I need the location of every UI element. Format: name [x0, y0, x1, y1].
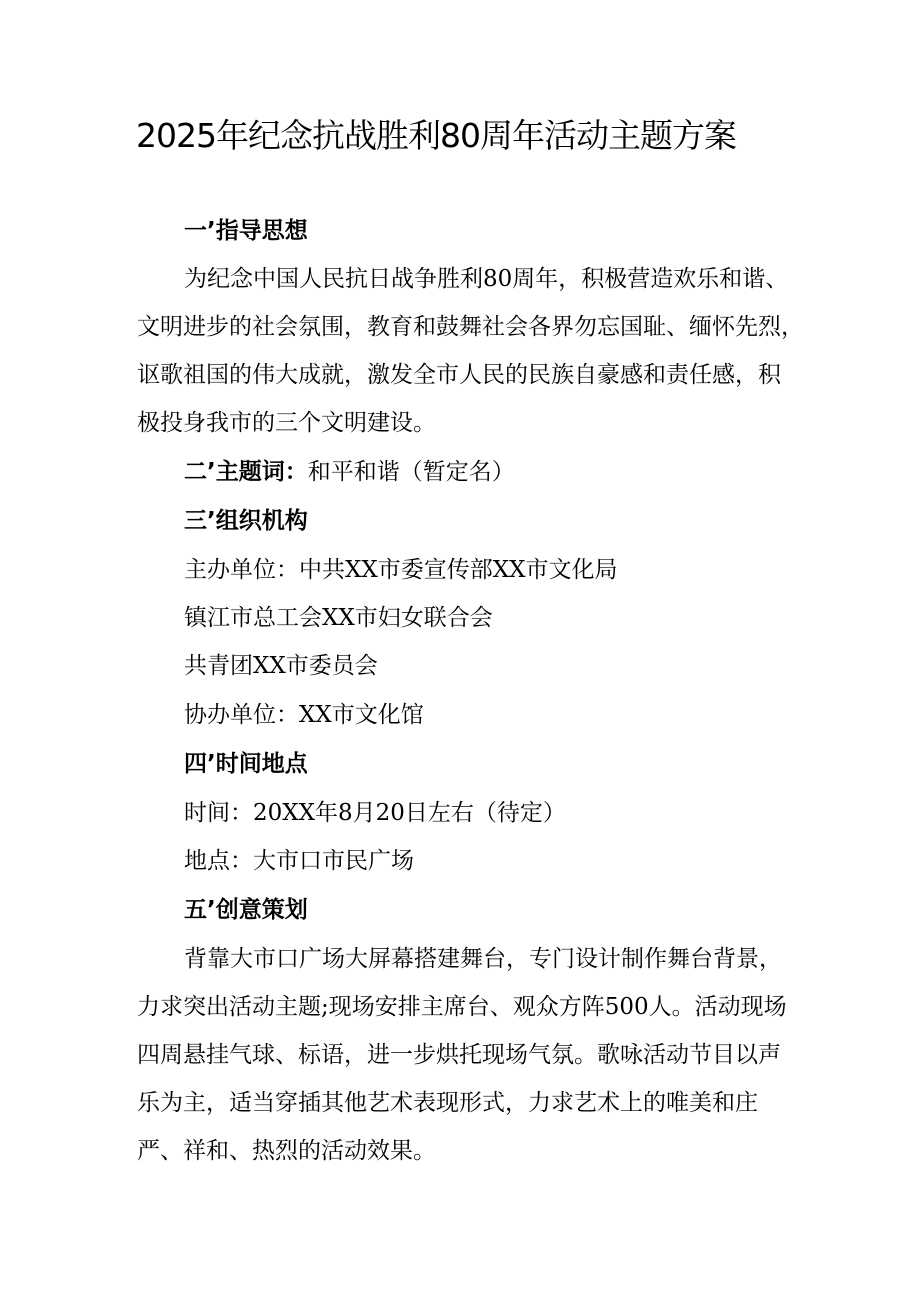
paragraph-line: 严、祥和、热烈的活动效果。: [137, 1138, 436, 1164]
section-heading-guiding-ideology: 一’指导思想: [184, 218, 308, 244]
paragraph-line: 主办单位：中共XX市委宣传部XX市文化局: [184, 557, 618, 583]
section-heading-theme: 二’主题词：: [184, 459, 308, 485]
paragraph-line: 极投身我市的三个文明建设。: [137, 410, 436, 436]
paragraph-line: 文明进步的社会氛围，教育和鼓舞社会各界勿忘国耻、缅怀先烈，: [137, 314, 804, 340]
paragraph-line: 时间：20XX年8月20日左右（待定）: [184, 800, 566, 826]
section-theme-line: [184, 456, 515, 488]
paragraph-line: 为纪念中国人民抗日战争胜利80周年，积极营造欢乐和谐、: [184, 266, 789, 292]
section-heading-time-place: 四’时间地点: [184, 751, 308, 777]
paragraph-line: 乐为主，适当穿插其他艺术表现形式，力求艺术上的唯美和庄: [137, 1090, 758, 1116]
paragraph-line: 共青团XX市委员会: [184, 653, 378, 679]
theme-value: 和平和谐（暂定名）: [307, 459, 515, 485]
section-heading-creative-plan: 五’创意策划: [184, 897, 308, 923]
paragraph-line: 四周悬挂气球、标语，进一步烘托现场气氛。歌咏活动节目以声: [137, 1042, 781, 1068]
paragraph-line: 讴歌祖国的伟大成就，激发全市人民的民族自豪感和责任感，积: [137, 362, 781, 388]
section-heading-organization: 三’组织机构: [184, 508, 308, 534]
paragraph-line: 背靠大市口广场大屏幕搭建舞台，专门设计制作舞台背景，: [184, 946, 782, 972]
paragraph-line: 镇江市总工会XX市妇女联合会: [184, 605, 493, 631]
paragraph-line: 协办单位：XX市文化馆: [184, 702, 424, 728]
paragraph-line: 地点：大市口市民广场: [184, 848, 414, 874]
paragraph-line: 力求突出活动主题;现场安排主席台、观众方阵500人。活动现场: [137, 994, 787, 1020]
document-title: 2025年纪念抗战胜利80周年活动主题方案: [136, 116, 736, 155]
